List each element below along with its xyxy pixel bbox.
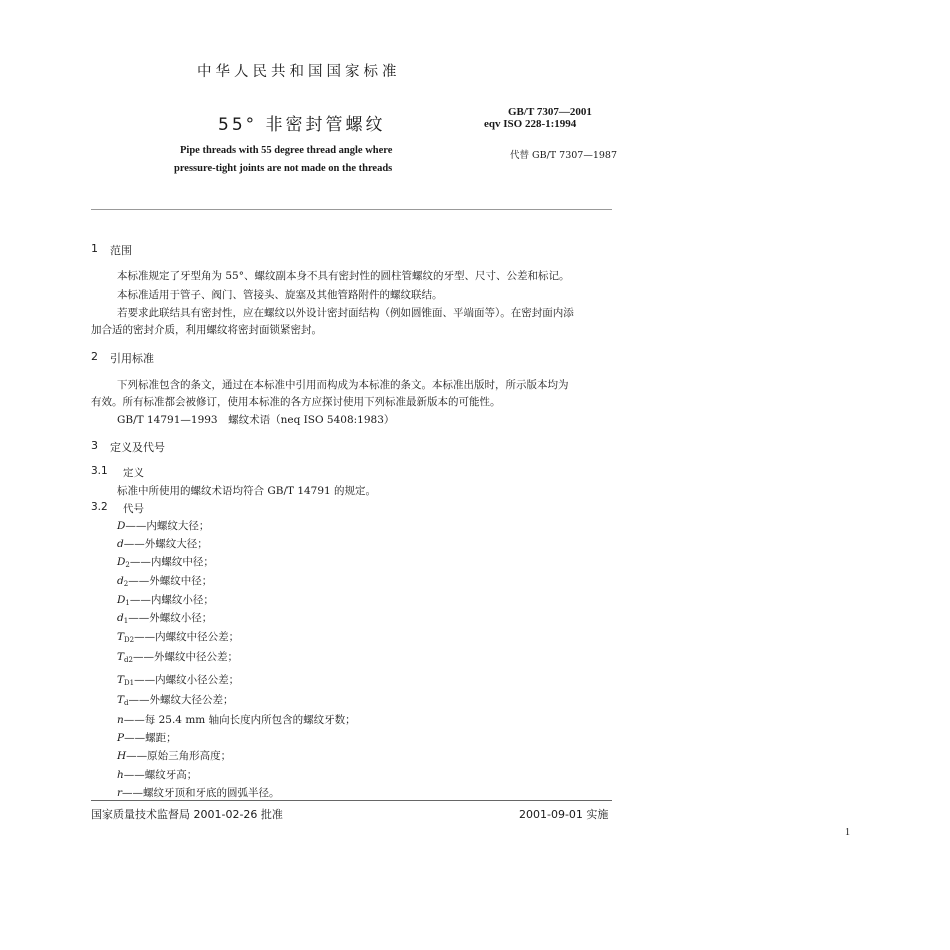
symbol-item — [117, 785, 280, 800]
replaces-standard: 代替 GB/T 7307—1987 — [510, 150, 618, 161]
referenced-standard: GB/T 14791—1993 螺纹术语（neq ISO 5408:1983） — [117, 414, 395, 426]
symbol-letter: P — [117, 732, 125, 744]
symbol-description: ——螺纹牙高； — [123, 769, 198, 781]
symbol-letter: d — [117, 538, 124, 550]
page-number: 1 — [845, 827, 850, 838]
symbol-description: ——内螺纹小径公差； — [134, 674, 240, 686]
symbol-item — [117, 518, 209, 533]
symbol-subscript: d — [124, 699, 129, 707]
symbol-subscript: d2 — [124, 656, 133, 664]
section-2-number: 2 — [91, 350, 98, 363]
symbol-letter: D — [117, 556, 126, 568]
symbol-item — [117, 672, 239, 687]
symbol-subscript: D2 — [124, 636, 135, 644]
symbol-subscript: D1 — [124, 679, 135, 687]
symbol-letter: T — [117, 631, 125, 643]
subsection-3-2-number: 3.2 — [91, 501, 108, 513]
section-1-paragraph-3-line-2: 加合适的密封介质，利用螺纹将密封面锁紧密封。 — [91, 324, 322, 336]
subsection-3-1-text: 标准中所使用的螺纹术语均符合 GB/T 14791 的规定。 — [117, 485, 377, 497]
section-2-title: 引用标准 — [110, 352, 154, 365]
symbol-letter: T — [117, 674, 125, 686]
section-2-paragraph-line-1: 下列标准包含的条文，通过在本标准中引用而构成为本标准的条文。本标准出版时，所示版本均为 — [117, 379, 569, 391]
implementation-date: 2001-09-01 实施 — [519, 808, 609, 821]
symbol-description: ——螺纹牙顶和牙底的圆弧半径。 — [122, 787, 280, 799]
symbol-letter: d — [117, 575, 124, 587]
section-1-paragraph-3-line-1: 若要求此联结具有密封性，应在螺纹以外设计密封面结构（例如圆锥面、平端面等）。在密封面内添 — [117, 307, 574, 319]
symbol-description: ——内螺纹小径； — [129, 594, 214, 606]
symbol-letter: n — [117, 714, 124, 726]
header-divider — [91, 209, 612, 210]
symbol-item — [117, 767, 197, 782]
symbol-letter: h — [117, 769, 124, 781]
symbol-description: ——原始三角形高度； — [126, 750, 232, 762]
symbol-letter: T — [117, 651, 125, 663]
section-1-title: 范围 — [110, 244, 132, 257]
symbol-letter: T — [117, 694, 125, 706]
symbol-letter: D — [117, 520, 126, 532]
symbol-letter: d — [117, 612, 124, 624]
subsection-3-1-number: 3.1 — [91, 465, 108, 477]
symbol-description: ——内螺纹中径公差； — [134, 631, 240, 643]
section-3-title: 定义及代号 — [110, 441, 165, 454]
symbol-item — [117, 649, 238, 664]
subsection-3-1-title: 定义 — [123, 467, 144, 479]
subsection-3-2-title: 代号 — [123, 503, 144, 515]
symbol-item — [117, 536, 208, 551]
symbol-subscript: 1 — [125, 599, 130, 607]
section-1-paragraph-1: 本标准规定了牙型角为 55°、螺纹副本身不具有密封性的圆柱管螺纹的牙型、尺寸、公差和标记。 — [117, 270, 570, 282]
section-1-paragraph-2: 本标准适用于管子、阀门、管接头、旋塞及其他管路附件的螺纹联结。 — [117, 289, 443, 301]
symbol-description: ——内螺纹大径； — [125, 520, 210, 532]
national-standard-heading: 中华人民共和国国家标准 — [197, 64, 401, 80]
symbol-description: ——外螺纹小径； — [128, 612, 213, 624]
symbol-letter: r — [117, 787, 123, 799]
symbol-item — [117, 629, 239, 644]
symbol-description: ——外螺纹中径； — [128, 575, 213, 587]
footer-divider — [91, 800, 612, 801]
symbol-letter: D — [117, 594, 126, 606]
section-3-number: 3 — [91, 439, 98, 452]
section-2-paragraph-line-2: 有效。所有标准都会被修订，使用本标准的各方应探讨使用下列标准最新版本的可能性。 — [91, 396, 501, 408]
standard-number: GB/T 7307—2001 — [508, 106, 592, 118]
document-title: 55° 非密封管螺纹 — [218, 115, 386, 135]
symbol-subscript: 2 — [125, 561, 130, 569]
symbol-item — [117, 730, 177, 745]
symbol-description: ——外螺纹中径公差； — [132, 651, 238, 663]
symbol-subscript: 1 — [123, 617, 129, 625]
approval-info: 国家质量技术监督局 2001-02-26 批准 — [91, 808, 283, 821]
symbol-description: ——螺距； — [124, 732, 177, 744]
symbol-item — [117, 610, 212, 625]
english-title-line-2: pressure-tight joints are not made on the threads — [174, 163, 393, 174]
symbol-item — [117, 573, 212, 588]
symbol-description: ——每 25.4 mm 轴向长度内所包含的螺纹牙数； — [123, 714, 356, 726]
symbol-subscript: 2 — [123, 580, 129, 588]
equivalent-standard: eqv ISO 228-1:1994 — [484, 118, 577, 130]
symbol-item — [117, 712, 356, 727]
symbol-description: ——外螺纹大径； — [123, 538, 208, 550]
section-1-number: 1 — [91, 242, 98, 255]
symbol-description: ——外螺纹大径公差； — [128, 694, 234, 706]
symbol-description: ——内螺纹中径； — [129, 556, 214, 568]
symbol-item — [117, 748, 231, 763]
symbol-item — [117, 692, 234, 707]
symbol-item — [117, 592, 214, 607]
english-title-line-1: Pipe threads with 55 degree thread angle where — [180, 145, 393, 156]
symbol-letter: H — [117, 750, 127, 762]
symbol-item — [117, 554, 214, 569]
